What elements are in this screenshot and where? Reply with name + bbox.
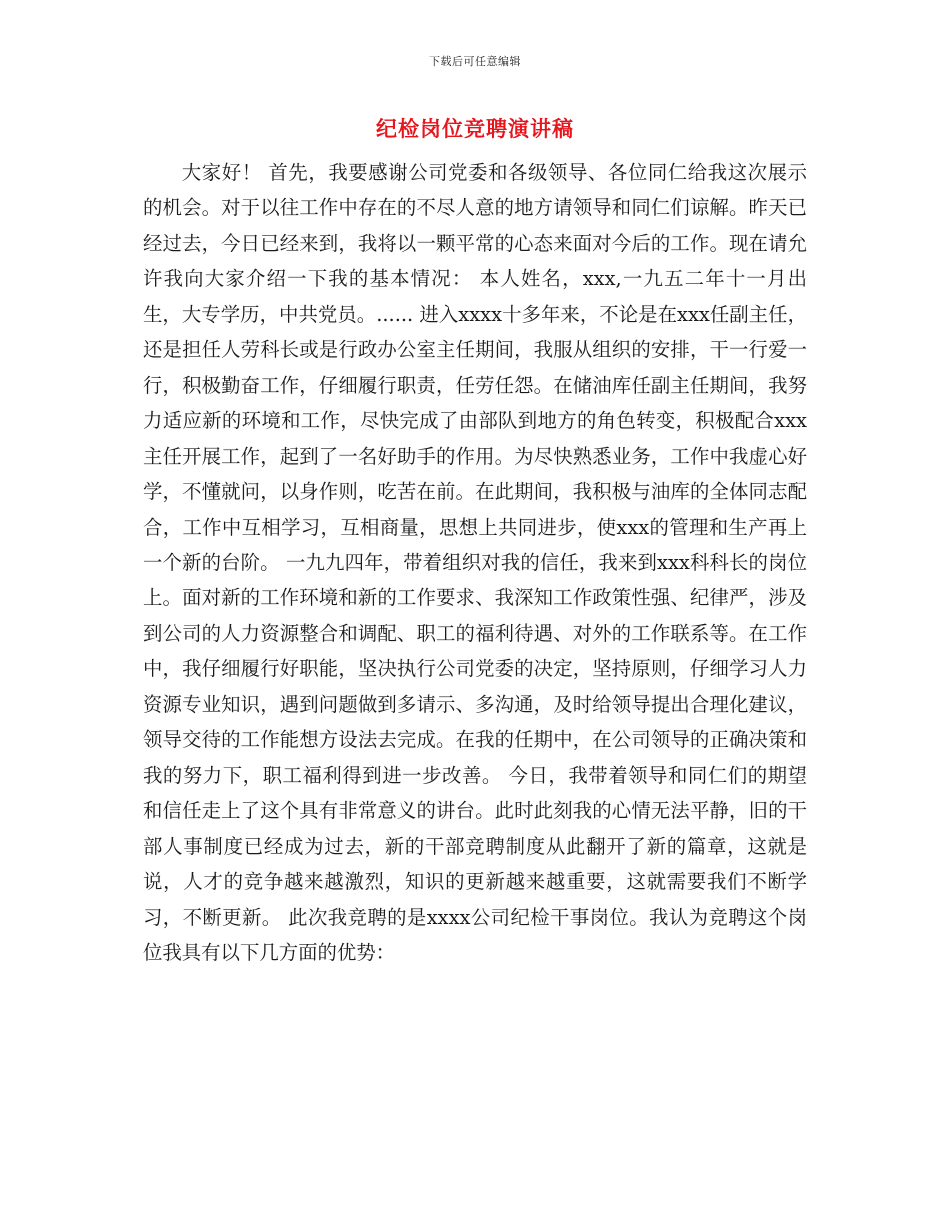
header-note: 下载后可任意编辑 (429, 55, 521, 68)
document-title: 纪检岗位竞聘演讲稿 (376, 116, 574, 141)
body-paragraph: 大家好！ 首先，我要感谢公司党委和各级领导、各位同仁给我这次展示的机会。对于以往工作中存在的不尽人意的地方请领导和同仁们谅解。昨天已经过去，今日已经来到，我将以一颗平常的心态来面对今后的工作。现在请允许我向大家介绍一下我的基本情况： 本人姓名，xxx,一九五二年十一月出生，大专学历，中共党员。...... 进入xxxx十多年来，不论是在xxx任副主任，还是担任人劳科长或是行政办公室主任期间，我服从组织的安排，干一行爱一行，积极勤奋工作，仔细履行职责，任劳任怨。在储油库任副主任期间，我努力适应新的环境和工作，尽快完成了由部队到地方的角色转变，积极配合xxx主任开展工作，起到了一名好助手的作用。为尽快熟悉业务，工作中我虚心好学，不懂就问，以身作则，吃苦在前。在此期间，我积极与油库的全体同志配合，工作中互相学习，互相商量，思想上共同进步，使xxx的管理和生产再上一个新的台阶。 一九九四年，带着组织对我的信任，我来到xxx科科长的岗位上。面对新的工作环境和新的工作要求、我深知工作政策性强、纪律严，涉及到公司的人力资源整合和调配、职工的福利待遇、对外的工作联系等。在工作中，我仔细履行好职能，坚决执行公司党委的决定，坚持原则，仔细学习人力资源专业知识，遇到问题做到多请示、多沟通，及时给领导提出合理化建议，领导交待的工作能想方设法去完成。在我的任期中，在公司领导的正确决策和我的努力下，职工福利得到进一步改善。 今日，我带着领导和同仁们的期望和信任走上了这个具有非常意义的讲台。此时此刻我的心情无法平静，旧的干部人事制度已经成为过去，新的干部竞聘制度从此翻开了新的篇章，这就是说，人才的竞争越来越激烈，知识的更新越来越重要，这就需要我们不断学习，不断更新。 此次我竞聘的是xxxx公司纪检干事岗位。我认为竞聘这个岗位我具有以下几方面的优势： (143, 161, 807, 964)
